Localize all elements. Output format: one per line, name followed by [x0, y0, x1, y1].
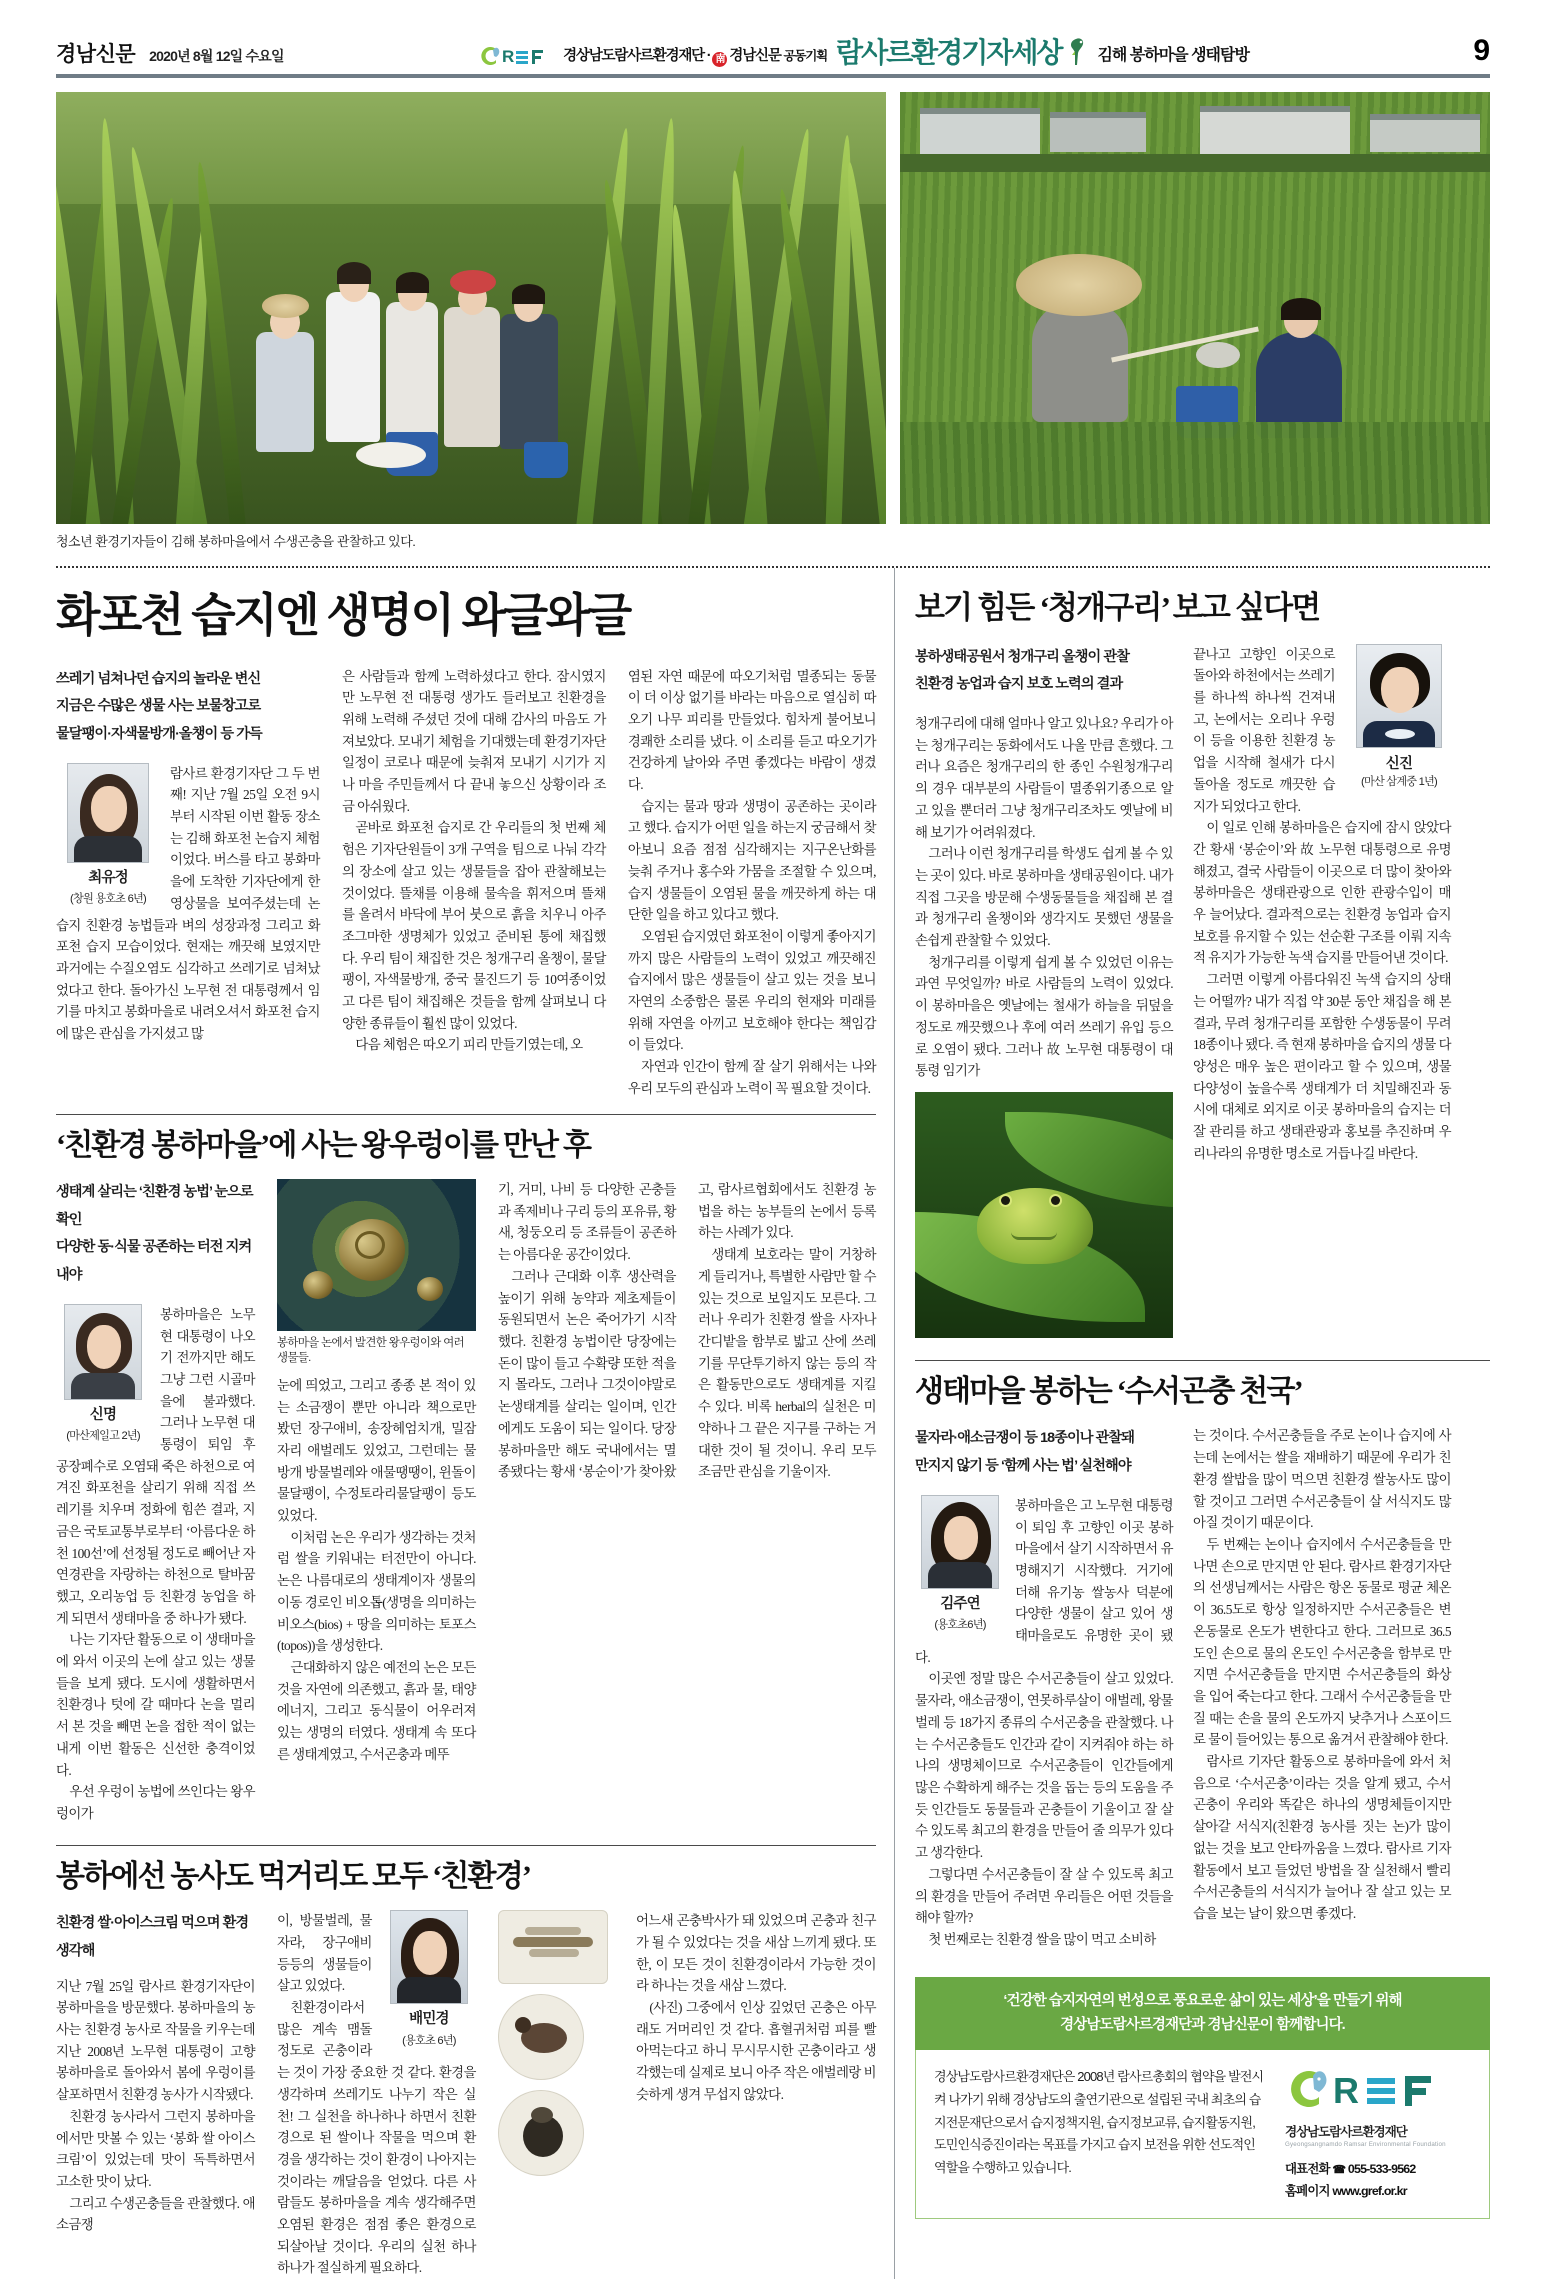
cref-logo-icon [480, 45, 554, 67]
paragraph: 람사르 환경기자단 그 두 번째! 지난 7월 25일 오전 9시부터 시작된 이번 활동 장소는 김해 화포천 논습지 체험이었다. 버스를 타고 봉화마을에 도착한 기자단에게 한 영상물을 보여주셨는데 논습지 친환경 농법들과 벼의 성장과정 그리고 화포천 습지 모습이었다. 현재는 깨끗해 보였지만 과거에는 수질오염도 심각하고 쓰레기로 넘쳐났었다고 한다. 돌아가신 노무현 전 대통령께서 임기를 마치고 봉화마을로 내려오셔서 화포천 습지에 많은 관심을 가지셨고 많 [56, 765, 320, 1042]
insect-kicker-line1: 물자라·애소금쟁이 등 18종이나 관찰돼 [915, 1430, 1135, 1447]
leech-photo [498, 1994, 584, 2080]
author-name: 김주연 [940, 1595, 980, 1612]
promo-box [915, 2050, 1490, 2218]
paragraph: 근대화하지 않은 예전의 논은 모든 것을 자연에 의존했고, 흙과 물, 태양 에너지, 그리고 동식물이 어우러져 있는 생명의 터였다. 생태계 속 또다른 생태계였고, 수서곤충과 메뚜 [276, 1660, 476, 1762]
article-main-text3 [628, 666, 876, 1100]
snail-photo-caption: 봉하마을 논에서 발견한 왕우렁이와 여러 생물들. [276, 1337, 465, 1365]
phone-icon: ☎ [1332, 2164, 1346, 2177]
paragraph: 자연과 인간이 함께 잘 살기 위해서는 나와 우리 모두의 관심과 노력이 꼭 필요할 것이다. [627, 1059, 876, 1096]
snail-section-rule [56, 1114, 876, 1115]
paragraph: 청개구리에 대해 얼마나 알고 있나요? 우리가 아는 청개구리는 동화에서도 나올 만큼 흔했다. 그러나 요즘은 청개구리의 한 종인 수원청개구리의 경우 대부분의 사람들이 멸종위기종으로 알고 있을 뿐더러 그냥 청개구리조차도 옛날에 비해 보기가 어려워졌다. [915, 716, 1173, 840]
content-columns [56, 568, 1490, 2279]
article-snail-col1 [56, 1179, 255, 1825]
article-insect-col1 [915, 1425, 1173, 1950]
paper-name: 경남신문 [56, 43, 136, 66]
main-headline: 화포천 습지엔 생명이 와글와글 [56, 590, 630, 641]
byline-shinmyeong [56, 1304, 150, 1446]
right-column [894, 568, 1490, 2279]
article-frog [915, 644, 1490, 1338]
paragraph: 우선 우렁이 농법에 쓰인다는 왕우렁이가 [56, 1784, 255, 1821]
article-farm-text2 [277, 1910, 476, 2279]
paragraph: 이곳엔 정말 많은 수서곤충들이 살고 있었다. 물자라, 애소금쟁이, 연못하루살이 애벌레, 왕물벌레 등 18가지 종류의 수서곤충을 관찰했다. 나는 수서곤충들도 인간과 같이 지켜줘야 하는 하나의 생명체이므로 수서곤충들이 인간들에게 많은 수확하게 해주는 것을 돕는 등의 도움을 주듯 인간들도 동물들과 곤충들이 기울이고 잘 살 수 있도록 최고의 환경을 만들어 줄 의무가 있다고 생각한다. [915, 1671, 1173, 1861]
article-farm-col3 [498, 1910, 876, 2279]
main-kicker [56, 666, 320, 749]
farm-kicker [56, 1910, 255, 1965]
dragonfly-photo [498, 1910, 608, 1984]
side-photo [900, 92, 1490, 524]
paragraph: 그리고 수생곤충들을 관찰했다. 애소금쟁 [56, 2195, 255, 2233]
article-farm-col1 [56, 1910, 255, 2279]
photo-row [56, 92, 1490, 524]
paragraph: (사진) 그중에서 인상 깊었던 곤충은 아무래도 거머리인 것 같다. 흡혈귀처럼 피를 빨아먹는다고 하니 무시무시한 곤충이라고 생각했는데 실제로 보니 아주 작은 애벌레랑 비슷하게 생겨 무섭지 않았다. [635, 2000, 876, 2102]
author-school: (마산 삼계중 1년) [1361, 775, 1437, 788]
author-portrait [1356, 644, 1442, 748]
byline-bae [382, 1910, 476, 2050]
paragraph: 청개구리를 이렇게 쉽게 볼 수 있었던 이유는 과연 무엇일까? 바로 사람들의 노력이 있었다. 이 봉하마을은 옛날에는 철새가 하늘을 뒤덮을 정도로 깨끗했으나 후에 여러 쓰레기 유입 등으로 오염이 됐다. 그러나 故 노무현 대통령이 대통령 임기가 [915, 954, 1173, 1079]
paragraph: 봉하마을은 노무현 대통령이 나오기 전까지만 해도 그냥 그런 시골마을에 불과했다. 그러나 노무현 대통령이 퇴임 후 공장폐수로 오염돼 죽은 하천으로 여겨진 화포천을 살리기 위해 직접 쓰레기를 치우며 정화에 힘쓴 결과, 지금은 국토교통부로부터 ‘아름다운 하천 100선’에 선정될 정도로 빼어난 자연경관을 자랑하는 하천으로 탈바꿈했고, 오리농업 등 친환경 농업을 하게 되면서 생태마을 중 하나가 됐다. [56, 1306, 255, 1626]
article-insect-text1 [915, 1495, 1173, 1951]
paragraph: 친환경이라서 많은 계속 맴돌 정도로 곤충이라는 것이 가장 중요한 것 같다. 환경을 생각하며 쓰레기도 나누기 작은 실천! 그 실천을 하나하나 하면서 친환경으로 된 쌀이나 작물을 먹으며 환경을 생각하는 것이 환경이 나아지는 것이라는 깨달음을 얻었다. 다른 사람들도 봉하마을을 계속 생각해주면 오염된 환경은 점점 좋은 환경으로 되살아날 것이다. 우리의 실천 하나하나가 절실하게 필요하다. [276, 2000, 476, 2276]
farm-kicker-line1: 친환경 쌀·아이스크림 먹으며 환경 생각해 [56, 1915, 249, 1959]
author-name: 배민경 [409, 2011, 449, 2028]
paragraph: 그러나 근대화 이후 생산력을 높이기 위해 농약과 제초제들이 동원되면서 논은 죽어가기 시작했다. 친환경 농법이란 당장에는 돈이 많이 들고 수확량 또한 적을지 몰라도, 그러나 그것이야말로 논생태계를 살리는 일이며, 인간에게도 도움이 되는 일이다. 당장 봉하마을만 해도 국내에서는 멸종됐다는 황새 ‘봉순이’가 찾아왔고, 람사르협회에서도 친환경 농법을 하는 농부들의 논에서 등록하는 사례가 있다. [497, 1182, 876, 1480]
promo-line1: ‘건강한 습지자연의 번성으로 풍요로운 삶이 있는 세상’을 만들기 위해 [1003, 1992, 1402, 2009]
phone-label: 대표전화 [1285, 2162, 1330, 2177]
cooperation-part-c: 공동기획 [783, 49, 828, 63]
article-main-col1 [56, 666, 320, 1100]
main-kicker-line1: 쓰레기 넘쳐나던 습지의 놀라운 변신 [56, 670, 261, 687]
phone-number: 055-533-9562 [1347, 2162, 1416, 2177]
cooperation-part-b: 경남신문 [729, 48, 781, 64]
article-farm-col2 [277, 1910, 476, 2279]
paragraph: 봉하마을은 고 노무현 대통령이 퇴임 후 고향인 이곳 봉하마을에서 살기 시작하면서 유명해지기 시작했다. 거기에 더해 유기농 쌀농사 덕분에 다양한 생물이 살고 있어 생태마을로도 유명한 곳이 됐다. [915, 1497, 1173, 1665]
paragraph: 첫 번째로는 친환경 쌀을 많이 먹고 소비하 [928, 1931, 1156, 1947]
article-main-text1 [56, 763, 320, 1045]
paragraph: 염된 자연 때문에 따오기처럼 멸종되는 동물이 더 이상 없기를 바라는 마음으로 열심히 따오기 나무 피리를 만들었다. 힘차게 불어보니 경쾌한 소리를 냈다. 이 소리를 듣고 따오기가 건강하게 날아와 주면 좋겠다는 바람이 생겼다. [627, 668, 876, 793]
article-main-col2 [342, 666, 606, 1100]
paragraph: 끝나고 고향인 이곳으로 돌아와 하천에서는 쓰레기를 하나씩 하나씩 건져내고, 논에서는 오리나 우렁이 등을 이용한 친환경 농업을 시작해 철새가 다시 돌아올 정도로 깨끗한 습지가 되었다고 한다. [1193, 646, 1335, 814]
author-name: 신명 [89, 1406, 117, 1423]
article-farm-col3-text [636, 1910, 876, 2279]
paragraph: 이, 방물벌레, 물자라, 장구애비 등등의 생물들이 살고 있었다. [276, 1913, 372, 1994]
promo-banner [915, 1977, 1490, 2051]
main-photo-caption: 청소년 환경기자들이 김해 봉하마을에서 수생곤충을 관찰하고 있다. [56, 534, 416, 549]
web-url[interactable]: www.gref.or.kr [1332, 2183, 1407, 2198]
newspaper-mark-icon: 南 [712, 52, 727, 67]
svg-text:R: R [502, 47, 515, 66]
web-row[interactable] [1285, 2181, 1471, 2202]
byline-shinjin [1347, 644, 1451, 789]
paragraph: 기, 거미, 나비 등 다양한 곤충들과 족제비나 구리 등의 포유류, 황새, 청둥오리 등 조류들이 공존하는 아름다운 공간이었다. [497, 1182, 676, 1263]
paragraph: 이 일로 인해 봉하마을은 습지에 잠시 앉았다 간 황새 ‘봉순이’와 故 노무현 대통령으로 유명해졌고, 결국 사람들이 이곳으로 더 많이 찾아와 봉하마을은 생태관광으로 인한 관광수입이 매우 늘어났다. 결과적으로는 친환경 농업과 습지 보호를 유지할 수 있는 선순환 구조를 이뤄 지속적 유지가 가능한 녹색 습지를 만들어낸 것이다. [1193, 820, 1451, 966]
author-school: (마산제일고 2년) [66, 1430, 140, 1443]
cref-logo-large-icon [1285, 2066, 1471, 2119]
snail-kicker-line2: 다양한 동·식물 공존하는 터전 지켜내야 [56, 1239, 252, 1284]
bird-icon [1070, 37, 1088, 67]
author-name: 신진 [1385, 755, 1413, 772]
org-name-en: Gyeongsangnamdo Ramsar Environmental Foundation [1285, 2141, 1446, 2149]
promo-line2: 경상남도람사르경재단과 경남신문이 함께합니다. [1060, 2016, 1345, 2033]
masthead-center [298, 37, 1432, 68]
article-farm-text3 [636, 1910, 876, 2105]
snail-kicker [56, 1179, 255, 1290]
article-insect [915, 1425, 1490, 1950]
web-label: 홈페이지 [1285, 2183, 1330, 2198]
article-snail-col2 [277, 1179, 476, 1825]
article-snail-text1 [56, 1304, 255, 1825]
paragraph: 은 사람들과 함께 노력하셨다고 한다. 잠시였지만 노무현 전 대통령 생가도 들러보고 친환경을 위해 노력해 주셨던 것에 대해 감사의 마음도 가져보았다. 모내기 체험을 기대했는데 환경기자단 일정이 코로나 때문에 늦춰져 모내기 시기가 지나 마을 주민들께서 다 끝내 놓으신 상황이라 조금 아쉬웠다. [341, 668, 606, 814]
paragraph: 람사르 기자단 활동으로 봉하마을에 와서 처음으로 ‘수서곤충’이라는 것을 알게 됐고, 수서곤충이 우리와 똑같은 하나의 생명체들이지만 살아갈 서식지(친환경 농사를 짓는 논)가 많이 없는 것을 보고 안타까움을 느꼈다. 람사르 기자 활동에서 보고 들었던 방법을 잘 실천해서 빨리 수서곤충들의 서식지가 늘어나 잘 살고 있는 모습을 보는 날이 왔으면 좋겠다. [1193, 1754, 1451, 1921]
author-portrait [921, 1495, 999, 1589]
author-portrait [390, 1910, 468, 2004]
main-photo [56, 92, 886, 524]
article-frog-col1 [915, 644, 1173, 1338]
byline-kim [915, 1495, 1005, 1635]
paragraph: 이처럼 논은 우리가 생각하는 것처럼 쌀을 키워내는 터전만이 아니다. 논은 나름대로의 생태계이자 생물의 이동 경로인 비오톱(생명을 의미하는 비오스(bios) + 땅을 의미하는 토포스(topos))을 생성한다. [276, 1529, 476, 1654]
farm-headline: 봉하에선 농사도 먹거리도 모두 ‘친환경’ [56, 1859, 531, 1893]
author-name: 최유정 [88, 869, 128, 886]
cooperation-text [563, 44, 827, 67]
paragraph: 그러나 이런 청개구리를 학생도 쉽게 볼 수 있는 곳이 있다. 바로 봉하마을 생태공원이다. 내가 직접 그곳을 방문해 수생동물들을 채집해 본 결과 청개구리 올챙이와 생각지도 못했던 생물을 손쉽게 관찰할 수 있었다. [915, 846, 1173, 949]
author-school: (용호초 6년) [402, 2034, 456, 2047]
main-kicker-line2: 지금은 수많은 생물 사는 보물창고로 [56, 698, 261, 715]
article-insect-col2 [1193, 1425, 1451, 1950]
paragraph: 두 번째는 논이나 습지에서 수서곤충들을 만나면 손으로 만지면 안 된다. 람사르 환경기자단의 선생님께서는 사람은 항온 동물로 평균 체온이 36.5도로 항상 일정하지만 수서곤충들은 변온동물로 온도가 변한다고 한다. 그러므로 36.5도인 손으로 물의 온도인 수서곤충을 함부로 만지면 수서곤충들을 만지면 수서곤충들의 화상을 입어 죽는다고 한다. 그래서 수서곤충들을 만질 때는 손을 물의 온도까지 낮추거나 스포이드로 물이 들어있는 통으로 옮겨서 관찰해야 한다. [1193, 1536, 1451, 1748]
article-snail [56, 1179, 876, 1825]
snail-kicker-line1: 생태계 살리는 ‘친환경 농법’ 눈으로 확인 [56, 1184, 253, 1228]
main-kicker-line3: 물달팽이·자색물방개·올챙이 등 가득 [56, 725, 262, 742]
svg-text:R: R [1333, 2070, 1359, 2112]
paragraph: 곧바로 화포천 습지로 간 우리들의 첫 번째 체험은 기자단원들이 3개 구역을 팀으로 나눠 각각의 장소에 살고 있는 생물들을 잡아 관찰해보는 것이었다. 뜰채를 이용해 물속을 휘저으며 뜰채를 올려서 바닥에 부어 붓으로 흙을 치우니 아주 조그마한 생명체가 있었고 준비된 통에 채집했다. 우리 팀이 채집한 것은 청개구리 올챙이, 물달팽이, 자색물방개, 중국 물진드기 등 10여종이었고 다른 팀이 채집해온 것들을 함께 살펴보니 다양한 종류들이 훨씬 많이 있었다. [341, 820, 606, 1031]
insect-headline: 생태마을 봉하는 ‘수서곤충 천국’ [915, 1374, 1302, 1408]
paragraph: 오염된 습지였던 화포천이 이렇게 좋아지기까지 많은 사람들의 노력이 있었고 깨끗해진 습지에서 많은 생물들이 살고 있는 것을 보니 자연의 소중함은 물론 우리의 현재와 미래를 위해 자연을 아끼고 보호해야 한다는 책임감이 들었다. [627, 928, 876, 1053]
author-portrait [67, 763, 149, 863]
article-main [56, 666, 876, 1100]
frog-photo [915, 1092, 1173, 1338]
beetle-photo [498, 2090, 584, 2176]
phone-row [1285, 2159, 1471, 2180]
snail-headline: ‘친환경 봉하마을’에 사는 왕우렁이를 만난 후 [56, 1128, 591, 1162]
publication-date: 2020년 8월 12일 수요일 [149, 48, 284, 64]
left-column [56, 568, 894, 2279]
article-main-col3 [628, 666, 876, 1100]
paragraph: 그러면 이렇게 아름다워진 녹색 습지의 상태는 어떨까? 내가 직접 약 30분 동안 채집을 해 본 결과, 무려 청개구리를 포함한 수생동물이 무려 18종이나 됐다. 즉 현재 봉하마을 습지의 생물 다양성은 매우 높은 편이라고 할 수 있으며, 생물 다양성이 높을수록 생태계가 더 치밀해진과 동시에 대체로 외지로 이곳 봉하마을의 습지는 더 잘 관리를 하고 생태관광과 홍보를 추진하며 우리나라의 유명한 명소로 거듭나길 바란다. [1193, 972, 1451, 1161]
cooperation-part-a: 경상남도람사르환경재단 · [563, 48, 711, 64]
author-portrait [64, 1304, 142, 1400]
masthead [56, 0, 1490, 68]
promo-org [1285, 2066, 1471, 2201]
insect-photo-stack [498, 1910, 618, 2279]
paragraph: 어느새 곤충박사가 돼 있었으며 곤충과 친구가 될 수 있었다는 것을 새삼 느끼게 됐다. 또한, 이 모든 것이 친환경이라서 가능한 것이라 하나는 것을 새삼 느꼈다. [635, 1913, 876, 1994]
paragraph: 그렇다면 수서곤충들이 잘 살 수 있도록 최고의 환경을 만들어 주려면 우리들은 어떤 것들을 해야 할까? [915, 1866, 1173, 1926]
byline-choi [56, 763, 160, 909]
masthead-rule [56, 74, 1490, 78]
promo-body: 경상남도람사르환경재단은 2008년 람사르총회의 협약을 발전시켜 나가기 위해 경상남도의 출연기관으로 설립된 국내 최초의 습지전문재단으로서 습지정책지원, 습지정보교류, 습지활동지원, 도민인식증진이라는 목표를 가지고 습지 보전을 위한 선도적인 역할을 수행하고 있습니다. [934, 2069, 1264, 2175]
article-insect-text2 [1193, 1425, 1451, 1924]
article-snail-text3 [498, 1179, 876, 1483]
farm-section-rule [56, 1845, 876, 1846]
article-snail-col3 [498, 1179, 876, 1825]
paragraph: 지난 7월 25일 람사르 환경기자단이 봉하마을을 방문했다. 봉하마을의 농사는 친환경 농사로 작물을 키우는데 지난 2008년 노무현 대통령이 고향 봉하마을로 돌아와서 봄에 우렁이를 살포하면서 친환경 농사가 시작됐다. [56, 1978, 255, 2103]
page-number: 9 [1473, 34, 1490, 67]
snail-photo [277, 1179, 476, 1331]
promo-contact [1285, 2159, 1471, 2201]
article-frog-col2 [1193, 644, 1451, 1338]
frog-kicker [915, 644, 1173, 699]
frog-kicker-line1: 봉하생태공원서 청개구리 올챙이 관찰 [915, 648, 1130, 665]
frog-headline: 보기 힘든 ‘청개구리’ 보고 싶다면 [915, 590, 1320, 625]
paragraph: 생태계 보호라는 말이 거창하게 들리거나, 특별한 사람만 할 수 있는 것으로 보일지도 모른다. 그러나 우리가 친환경 쌀을 사자나 간디밭을 함부로 밟고 산에 쓰레기를 무단투기하지 않는 등의 작은 활동만으로도 생태계를 지킬 수 있다. 비록 herbal의 실천은 미약하나 그 끝은 지구를 구하는 거대한 것이 될 것이니. 우리 모두 조금만 관심을 기울이자. [697, 1247, 876, 1480]
article-snail-text2 [277, 1375, 476, 1766]
org-name: 경상남도람사르환경재단 [1285, 2125, 1407, 2140]
paragraph: 습지는 물과 땅과 생명이 공존하는 곳이라고 했다. 습지가 어떤 일을 하는지 궁금해서 찾아보니 요즘 점점 심각해지는 지구온난화를 늦춰 주거나 홍수와 가뭄을 조절할 수 있으며, 습지 생물들이 오염된 물을 깨끗하게 하는 대단한 일을 하고 있다고 했다. [627, 798, 876, 923]
insect-kicker-line2: 만지지 않기 등 ‘함께 사는 법’ 실천해야 [915, 1458, 1131, 1475]
author-school: (용호초6년) [934, 1619, 986, 1632]
article-main-text2 [342, 666, 606, 1057]
author-school: (창원 용호초 6년) [70, 893, 146, 906]
article-frog-text1 [915, 713, 1173, 1082]
article-farm [56, 1910, 876, 2279]
paragraph: 는 것이다. 수서곤충들을 주로 논이나 습지에 사는데 논에서는 쌀을 재배하기 때문에 우리가 친환경 쌀밥을 많이 먹으면 친환경 쌀농사도 많이 할 것이고 그러면 수서곤충들이 살 서식지도 많아질 것이기 때문이다. [1193, 1428, 1451, 1531]
article-farm-text1 [56, 1976, 255, 2236]
paragraph: 다음 체험은 따오기 피리 만들기였는데, 오 [355, 1037, 583, 1053]
frog-kicker-line2: 친환경 농업과 습지 보호 노력의 결과 [915, 676, 1123, 693]
section-title: 김해 봉하마을 생태탐방 [1097, 47, 1249, 64]
insect-section-rule [915, 1360, 1490, 1361]
paragraph: 나는 기자단 활동으로 이 생태마을에 와서 이곳의 논에 살고 있는 생물들을 보게 됐다. 도시에 생활하면서 친환경나 텃에 갈 때마다 논을 멀리서 본 것을 빼면 논을 접한 적이 없는 내게 이번 활동은 신선한 충격이었다. [56, 1632, 255, 1778]
insect-kicker [915, 1425, 1173, 1480]
paragraph: 친환경 농사라서 그런지 봉하마을에서만 맛볼 수 있는 ‘봉화 쌀 아이스크림’이 있었는데 맛이 독특하면서 고소한 맛이 났다. [56, 2108, 255, 2189]
brand-title: 람사르환경기자세상 [836, 37, 1062, 68]
paragraph: 눈에 띄었고, 그리고 종종 본 적이 있는 소금쟁이 뿐만 아니라 책으로만 봤던 장구애비, 송장헤엄치개, 밀잠자리 애벌레도 있었고, 그런데는 물방개 방물벌레와 애물땡땡이, 윈돌이물달팽이, 수정토라리물달팽이 등도 있었다. [276, 1377, 476, 1524]
